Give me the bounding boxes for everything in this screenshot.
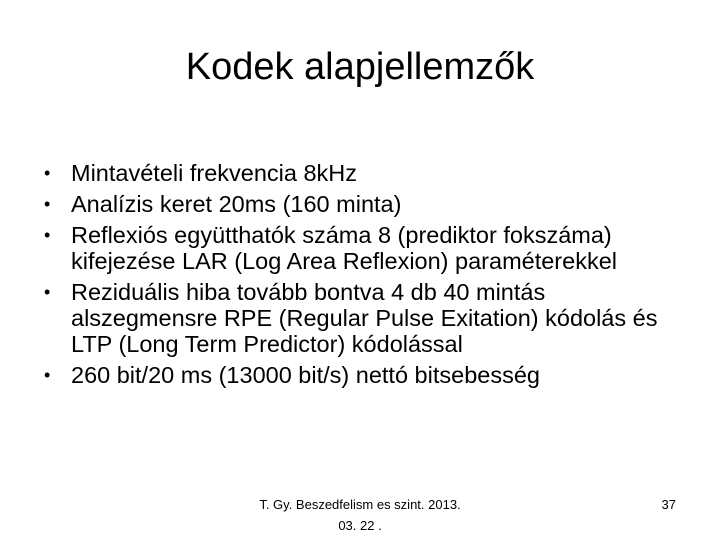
bullet-text: Reflexiós együtthatók száma 8 (prediktor fokszáma) kifejezése LAR (Log Area Reflexion) paraméterekkel: [71, 222, 617, 274]
bullet-list: [44, 160, 684, 393]
bullet-icon: •: [44, 163, 51, 183]
slide-footer: [200, 494, 520, 536]
footer-line-2: 03. 22 .: [338, 518, 382, 533]
bullet-item: [44, 279, 684, 357]
bullet-item: [44, 160, 684, 186]
bullet-text: Reziduális hiba tovább bontva 4 db 40 mintás alszegmensre RPE (Regular Pulse Exitation) kódolás és LTP (Long Term Predictor) kódolással: [71, 279, 658, 357]
bullet-text: Analízis keret 20ms (160 minta): [71, 191, 402, 217]
footer-line-1: T. Gy. Beszedfelism es szint. 2013.: [259, 497, 461, 512]
slide-title: Kodek alapjellemzők: [185, 46, 535, 88]
bullet-item: [44, 191, 684, 217]
page-number: 37: [661, 497, 676, 512]
bullet-text: 260 bit/20 ms (13000 bit/s) nettó bitsebesség: [71, 362, 540, 388]
bullet-item: [44, 362, 684, 388]
bullet-text: Mintavételi frekvencia 8kHz: [71, 160, 358, 186]
bullet-icon: •: [44, 365, 51, 385]
bullet-item: [44, 222, 684, 274]
bullet-icon: •: [44, 282, 51, 302]
bullet-icon: •: [44, 225, 51, 245]
bullet-icon: •: [44, 194, 51, 214]
